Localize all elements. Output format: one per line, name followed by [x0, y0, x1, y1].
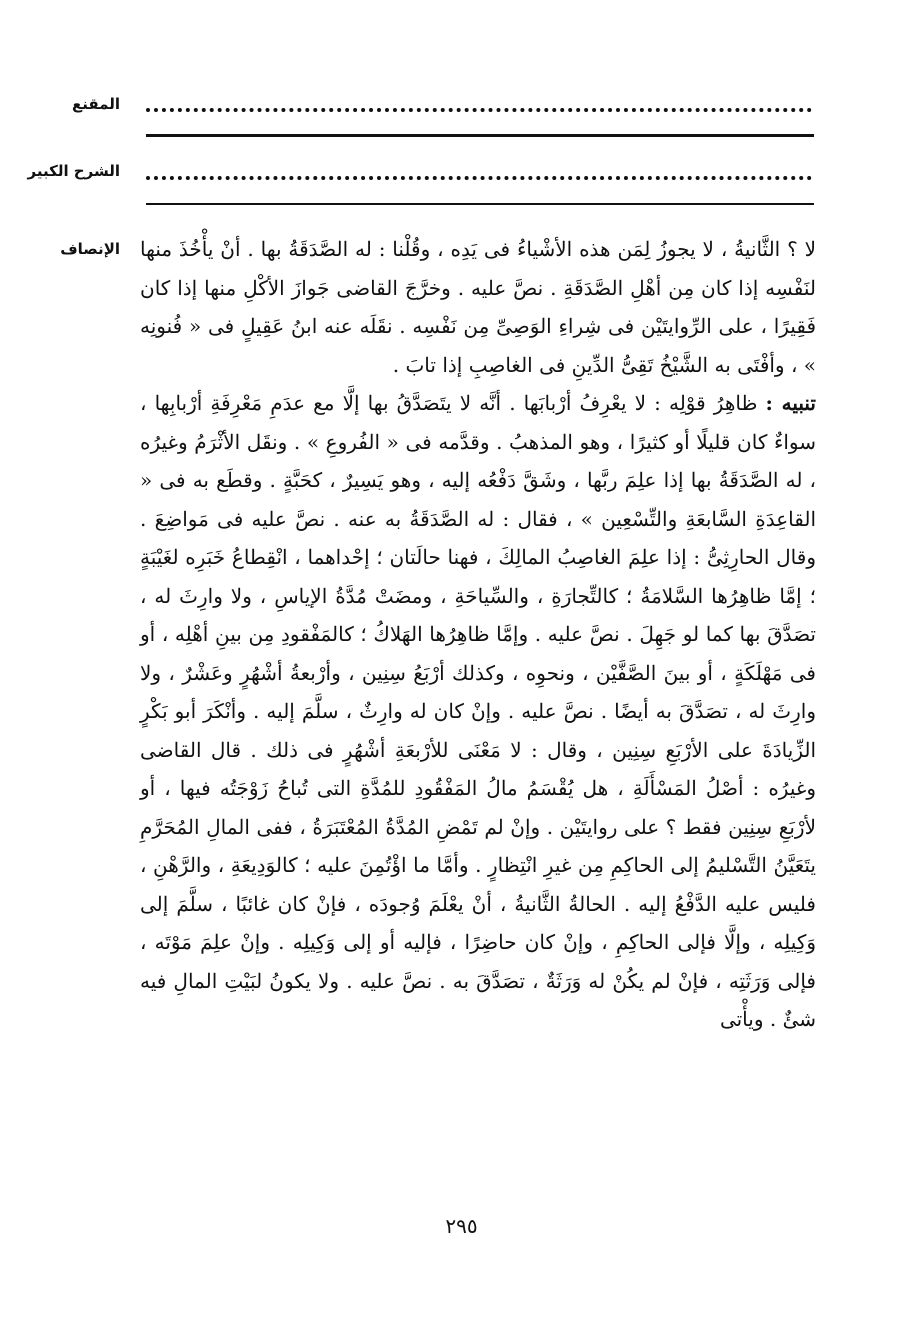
muqni-dotted-placeholder — [146, 108, 812, 112]
paragraph-2 — [140, 384, 816, 1039]
note-label: تنبيه : — [765, 391, 816, 415]
main-text-block — [140, 230, 816, 1039]
page-number: ٢٩٥ — [445, 1214, 478, 1238]
section-label-muqni: المقنع — [72, 95, 120, 113]
paragraph-1: لا ؟ الثَّانيةُ ، لا يجوزُ لِمَن هذه الأشْياءُ فى يَدِه ، وقُلْنا : له الصَّدَقَةُ بها . أنْ يأْخُذَ منها لنَفْسِه إذا كان مِن أهْلِ الصَّدَقَةِ . نصَّ عليه . وخرَّجَ القاضى جَوازَ الأكْلِ منها إذا كان فَقِيرًا ، على الرِّوايتَيْن فى شِراءِ الوَصِىِّ مِن نَفْسِه . نقَلَه عنه ابنُ عَقِيلٍ فى « فُنونِه » ، وأفْتَى به الشَّيْخُ تَقِىُّ الدِّينِ فى الغاصِبِ إذا تابَ . — [140, 237, 816, 377]
paragraph-2-text: ظاهِرُ قوْلِه : لا يعْرِفُ أرْبابَها . أنَّه لا يتَصَدَّقُ بها إلَّا مع عدَمِ مَعْرِفَةِ أرْبابِها ، سواءٌ كان قليلًا أو كثيرًا ، وهو المذهبُ . وقدَّمه فى « الفُروعِ » . ونقَل الأثْرَمُ وغيرُه ، له الصَّدَقَةُ بها إذا علِمَ ربَّها ، وشَقَّ دَفْعُه إليه ، وهو يَسِيرٌ ، كحَبَّةٍ . وقطَع به فى « القاعِدَةِ السَّابعَةِ والتِّسْعِين » ، فقال : له الصَّدَقَةُ به عنه . نصَّ عليه فى مَواضِعَ . وقال الحارِثِىُّ : إذا علِمَ الغاصِبُ المالِكَ ، فهنا حالَتان ؛ إحْداهما ، انْقِطاعُ خَبَرِه لغَيْبَةٍ ؛ إمَّا ظاهِرُها السَّلامَةُ ؛ كالتِّجارَةِ ، والسِّياحَةِ ، ومضَتْ مُدَّةُ الإياسِ ، ولا وارِثَ له ، تصَدَّقَ بها كما لو جَهِلَ . نصَّ عليه . وإمَّا ظاهِرُها الهَلاكُ ؛ كالمَفْقودِ مِن بينِ أهْلِه ، أو فى مَهْلَكَةٍ ، أو بينَ الصَّفَّيْن ، ونحوِه ، وكذلك أرْبَعُ سِنِين ، وأرْبعةُ أشْهُرٍ وعَشْرٌ ، ولا وارِثَ له ، تصَدَّقَ به أيضًا . نصَّ عليه . وإنْ كان له وارِثٌ ، سلَّمَ إليه . وأنْكَرَ أبو بَكْرٍ الزِّيادَةَ على الأرْبَعِ سِنِين ، وقال : لا مَعْنَى للأرْبعَةِ أشْهُرٍ فى ذلك . قال القاضى وغيرُه : أصْلُ المَسْأَلَةِ ، هل يُقْسَمُ مالُ المَفْقُودِ للمُدَّةِ التى تُباحُ زَوْجَتُه فيها ، أو لأرْبَعِ سِنِين فقط ؟ على روايتَيْن . وإنْ لم تَمْضِ المُدَّةُ المُعْتَبَرَةُ ، ففى المالِ المُحَرَّمِ يتَعَيَّنُ التَّسْليمُ إلى الحاكِمِ مِن غيرِ انْتِظارٍ . وأمَّا ما اؤْتُمِنَ عليه ؛ كالوَدِيعَةِ ، والرَّهْنِ ، فليس عليه الدَّفْعُ إليه . الحالةُ الثَّانيةُ ، أنْ يعْلَمَ وُجودَه ، فإنْ كان غائبًا ، سلَّمَ إلى وَكِيلِه ، وإلَّا فإلى الحاكِمِ ، وإنْ كان حاضِرًا ، فإليه أو إلى وَكِيلِه . وإنْ علِمَ مَوْتَه ، فإلى وَرَثَتِه ، فإنْ لم يكُنْ له وَرَثَةٌ ، تصَدَّقَ به . نصَّ عليه . ولا يكونُ لبَيْتِ المالِ فيه شئٌ . ويأْتى — [140, 391, 816, 1031]
section-label-insaf: الإنصاف — [60, 240, 120, 258]
section-label-sharh: الشرح الكبير — [27, 162, 120, 180]
sharh-dotted-placeholder — [146, 176, 812, 180]
header-rule-thick — [146, 134, 814, 137]
header-rule-thin — [146, 203, 814, 205]
